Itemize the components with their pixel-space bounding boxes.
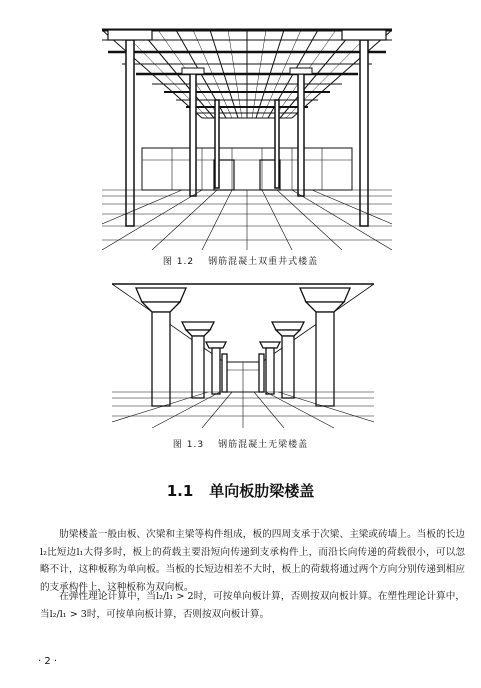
- floor-grid: [112, 392, 374, 428]
- ceiling-grid: [102, 30, 392, 118]
- figure-caption-text: 钢筋混凝土双重井式楼盖: [208, 257, 319, 267]
- figure-1-3-caption: [0, 437, 481, 450]
- paragraph-text: 肋梁楼盖一般由板、次梁和主梁等构件组成，板的四周支承于次梁、主梁或砖墙上。当板的长边l₂比短边l₁大得多时，板上的荷载主要沿短向传递到支承构件上，而沿长向传递的荷载很小，可以忽略不计，这种板称为单向板。当板的长短边相差不大时，板上的荷载将通过两个方向分别传递到相应的支承构件上，这种板称为双向板。: [40, 529, 465, 593]
- paragraph-text: 在弹性理论计算中，当l₂/l₁ > 2时，可按单向板计算，否则按双向板计算。在塑性理论计算中，当l₂/l₁ > 3时，可按单向板计算，否则按双向板计算。: [40, 591, 465, 620]
- figure-number: 图 1.3: [172, 440, 205, 450]
- figure-1-2-waffle-slab-drawing: [102, 28, 392, 250]
- page-number: · 2 ·: [38, 656, 58, 667]
- back-wall-windows: [142, 148, 352, 190]
- figure-1-3-flat-slab-drawing: [112, 282, 374, 428]
- figure-number: 图 1.2: [162, 257, 195, 267]
- figure-1-2-caption: [0, 254, 481, 267]
- floor-grid: [102, 190, 392, 250]
- body-paragraph: [40, 588, 465, 623]
- section-title-text: 单向板肋梁楼盖: [209, 482, 315, 500]
- section-heading: [0, 480, 481, 501]
- figure-caption-text: 钢筋混凝土无梁楼盖: [218, 440, 309, 450]
- section-number: 1.1: [166, 482, 194, 500]
- body-paragraph: [40, 526, 465, 596]
- back-opening: [224, 362, 262, 392]
